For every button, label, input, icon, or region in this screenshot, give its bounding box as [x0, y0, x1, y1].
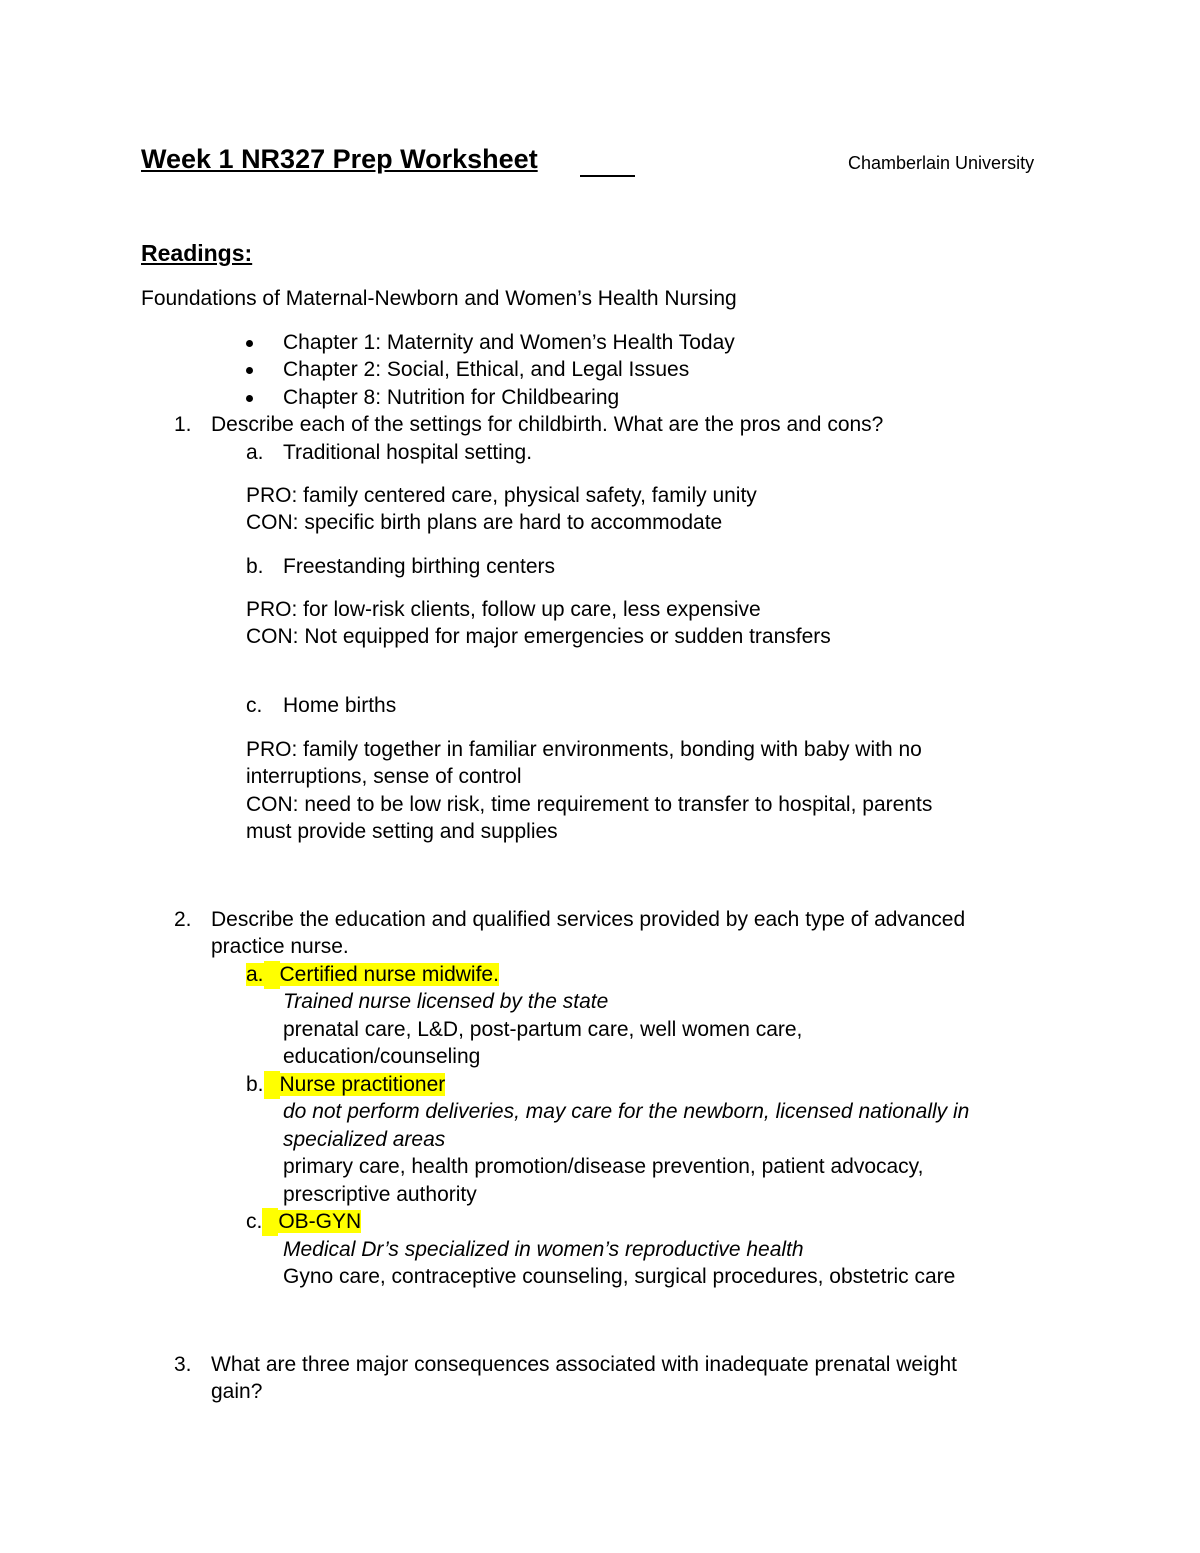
page-title: Week 1 NR327 Prep Worksheet — [141, 144, 538, 174]
option-letter: b. — [246, 1073, 264, 1096]
q2a-services-line-2: education/counseling — [283, 1045, 481, 1068]
question-3 — [174, 1351, 957, 1379]
q2c-description: Medical Dr’s specialized in women’s reproductive health — [283, 1238, 804, 1261]
question-text: Describe each of the settings for childbirth. What are the pros and cons? — [211, 413, 884, 436]
question-number: 3. — [174, 1353, 192, 1376]
option-letter: c. — [246, 1210, 263, 1233]
q2-option-b — [246, 1071, 445, 1099]
chapter-list-item: Chapter 8: Nutrition for Childbearing — [283, 384, 619, 412]
option-label: OB-GYN — [278, 1210, 362, 1233]
question-number: 2. — [174, 908, 192, 931]
chapter-list-item: Chapter 1: Maternity and Women’s Health Today — [283, 329, 735, 357]
q1a-con: CON: specific birth plans are hard to accommodate — [246, 511, 723, 534]
q2b-description-line-1: do not perform deliveries, may care for the newborn, licensed nationally in — [283, 1100, 970, 1123]
question-1 — [174, 411, 884, 439]
q1b-pro: PRO: for low-risk clients, follow up care, less expensive — [246, 598, 761, 621]
q2a-description: Trained nurse licensed by the state — [283, 990, 609, 1013]
question-text-line-1: Describe the education and qualified services provided by each type of advanced — [211, 908, 966, 931]
q1c-con-line-2: must provide setting and supplies — [246, 820, 558, 843]
option-letter: a. — [246, 441, 264, 464]
option-label: Nurse practitioner — [279, 1073, 446, 1096]
q2a-services-line-1: prenatal care, L&D, post-partum care, well women care, — [283, 1018, 803, 1041]
question-3-line-2: gain? — [211, 1380, 263, 1403]
option-letter: b. — [246, 555, 264, 578]
title-underline-extension — [580, 175, 635, 177]
book-title: Foundations of Maternal-Newborn and Women’s Health Nursing — [141, 287, 737, 310]
q1c-con-line-1: CON: need to be low risk, time requirement to transfer to hospital, parents — [246, 793, 933, 816]
readings-heading: Readings: — [141, 240, 253, 266]
q2-option-c — [246, 1208, 361, 1236]
option-label: Traditional hospital setting. — [283, 441, 533, 464]
q1-option-a — [246, 439, 533, 467]
question-number: 1. — [174, 413, 192, 436]
option-label: Home births — [283, 694, 397, 717]
question-2 — [174, 906, 966, 934]
chapter-list-item: Chapter 2: Social, Ethical, and Legal Issues — [283, 356, 689, 384]
q2b-services-line-2: prescriptive authority — [283, 1183, 477, 1206]
q2c-services-line-1: Gyno care, contraceptive counseling, surgical procedures, obstetric care — [283, 1265, 956, 1288]
option-label: Freestanding birthing centers — [283, 555, 555, 578]
question-text-line-1: What are three major consequences associated with inadequate prenatal weight — [211, 1353, 957, 1376]
option-label: Certified nurse midwife. — [279, 963, 499, 986]
institution-name: Chamberlain University — [848, 153, 1035, 173]
q1a-pro: PRO: family centered care, physical safety, family unity — [246, 484, 757, 507]
question-2-line-2: practice nurse. — [211, 935, 349, 958]
q1-option-b — [246, 553, 555, 581]
q1c-pro-line-2: interruptions, sense of control — [246, 765, 522, 788]
option-letter: c. — [246, 694, 263, 717]
q1-option-c — [246, 692, 397, 720]
q2-option-a — [246, 961, 499, 989]
q1b-con: CON: Not equipped for major emergencies or sudden transfers — [246, 625, 831, 648]
q1c-pro-line-1: PRO: family together in familiar environments, bonding with baby with no — [246, 738, 922, 761]
q2b-description-line-2: specialized areas — [283, 1128, 446, 1151]
option-letter: a. — [246, 963, 264, 986]
q2b-services-line-1: primary care, health promotion/disease prevention, patient advocacy, — [283, 1155, 924, 1178]
